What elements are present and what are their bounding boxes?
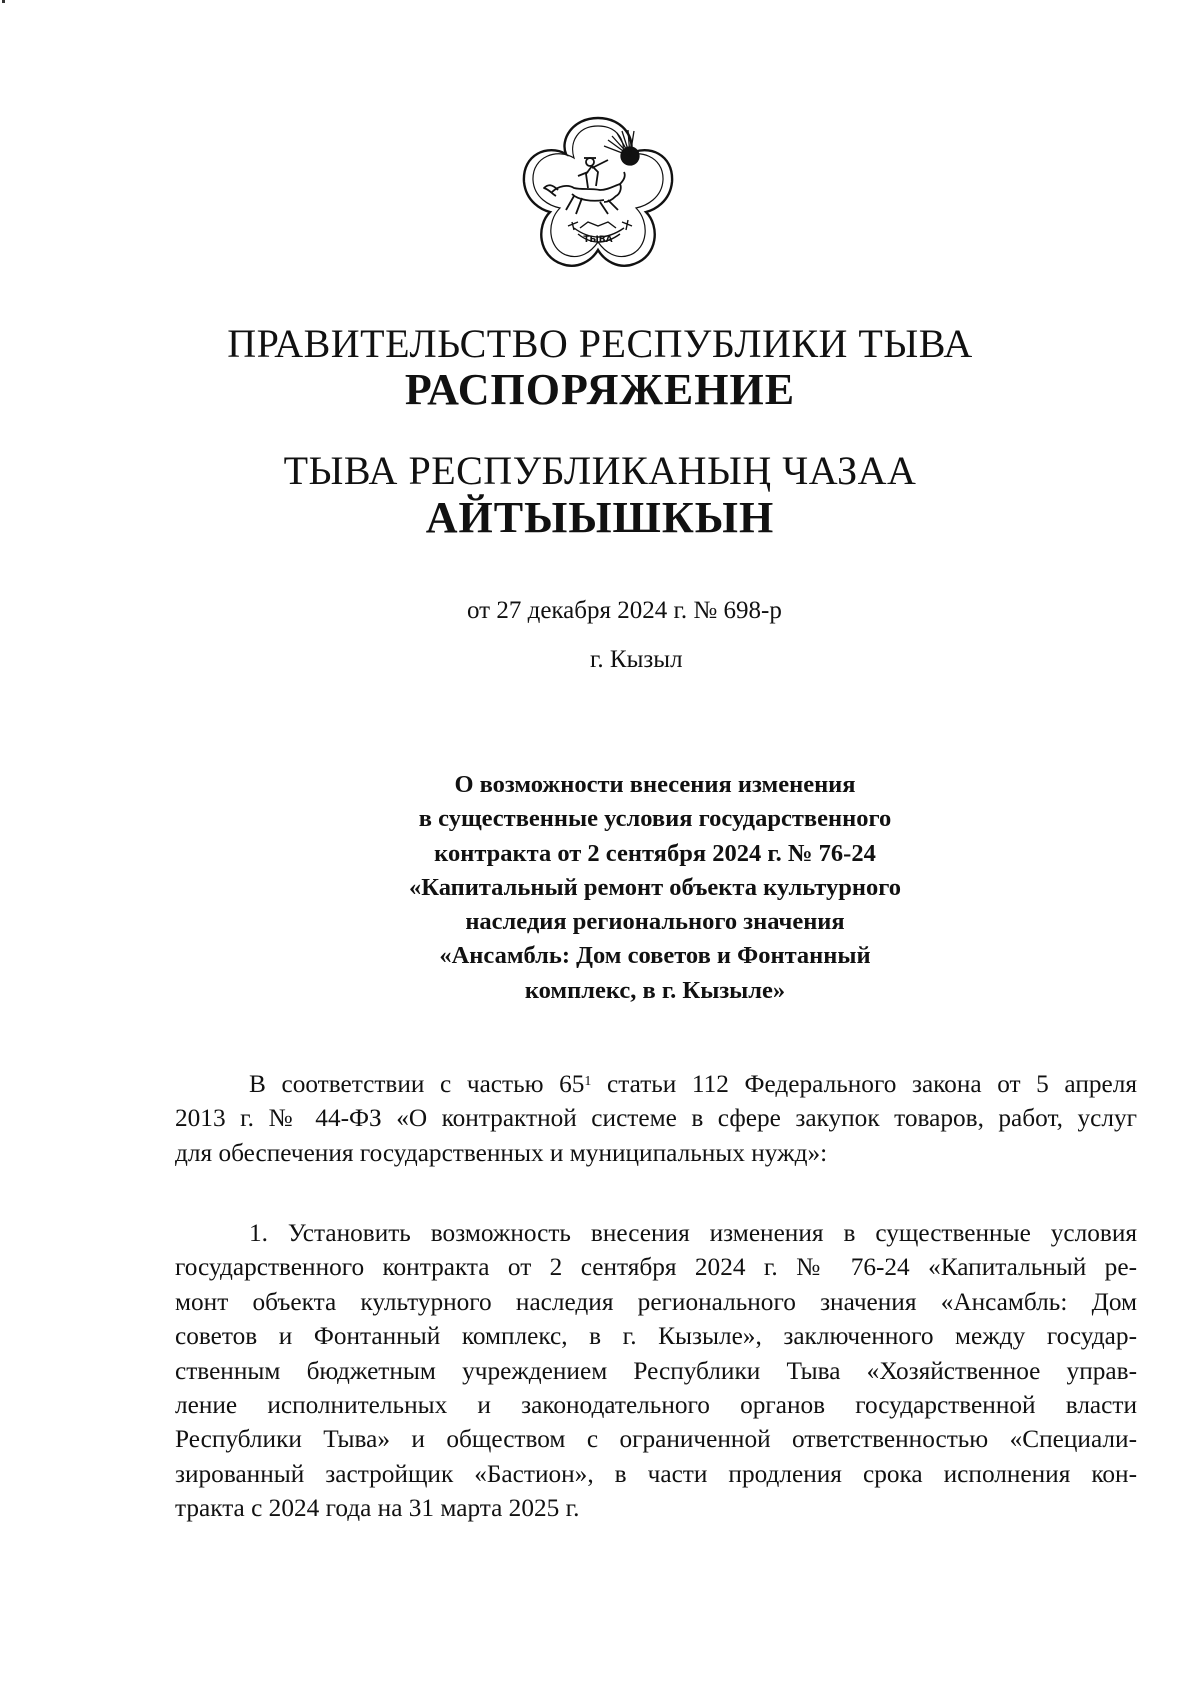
title-line: «Ансамбль: Дом советов и Фонтанный [439, 942, 871, 970]
scan-mark [2, 0, 5, 3]
document-title [350, 768, 960, 1008]
superscript: 1 [584, 1074, 592, 1089]
paragraph-line: 1. Установить возможность внесения изменения в существенные условия [249, 1219, 1137, 1247]
paragraph-line: государственного контракта от 2 сентября 2024 г. № 76-24 «Капитальный ре- [175, 1253, 1137, 1282]
paragraph-line: зированный застройщик «Бастион», в части продления срока исполнения кон- [175, 1459, 1137, 1488]
document-type-tyv: АЙТЫЫШКЫН [425, 493, 775, 542]
paragraph-line: 2013 г. № 44-ФЗ «О контрактной системе в сфере закупок товаров, работ, услуг [175, 1104, 1137, 1133]
paragraph-line: В соответствии с частью $65^1$ статьи 112 Федерального закона от 5 апреля [249, 1070, 1137, 1098]
title-line: «Капитальный ремонт объекта культурного [409, 873, 901, 901]
paragraph-line: для обеспечения государственных и муниципальных нужд»: [175, 1138, 828, 1167]
government-title-tyv: ТЫВА РЕСПУБЛИКАНЫҢ ЧАЗАА [283, 448, 917, 493]
paragraph-line: монт объекта культурного наследия регионального значения «Ансамбль: Дом [175, 1287, 1137, 1316]
title-line: О возможности внесения изменения [454, 771, 856, 798]
preamble-paragraph [175, 1067, 1137, 1170]
svg-text:ТЫВА: ТЫВА [583, 235, 613, 245]
title-line: в существенные условия государственного [418, 805, 892, 833]
item-1-paragraph [175, 1216, 1137, 1526]
paragraph-line: советов и Фонтанный комплекс, в г. Кызыле», заключенного между государ- [175, 1322, 1137, 1351]
paragraph-line: Республики Тыва» и обществом с ограниченной ответственностью «Специали- [175, 1425, 1137, 1454]
title-line: наследия регионального значения [465, 908, 845, 936]
government-title-ru: ПРАВИТЕЛЬСТВО РЕСПУБЛИКИ ТЫВА [227, 321, 973, 366]
document-type-ru: РАСПОРЯЖЕНИЕ [404, 365, 796, 414]
paragraph-line: ственным бюджетным учреждением Республики Тыва «Хозяйственное управ- [175, 1356, 1137, 1385]
paragraph-line: тракта с 2024 года на 31 марта 2025 г. [175, 1494, 580, 1523]
title-line: комплекс, в г. Кызыле» [524, 976, 786, 1004]
document-city: г. Кызыл [590, 646, 683, 673]
tuva-emblem-icon [512, 110, 684, 282]
paragraph-line: ление исполнительных и законодательного органов государственной власти [175, 1390, 1137, 1419]
title-line: контракта от 2 сентября 2024 г. № 76-24 [434, 839, 876, 867]
document-date-number: от 27 декабря 2024 г. № 698-р [467, 597, 782, 624]
